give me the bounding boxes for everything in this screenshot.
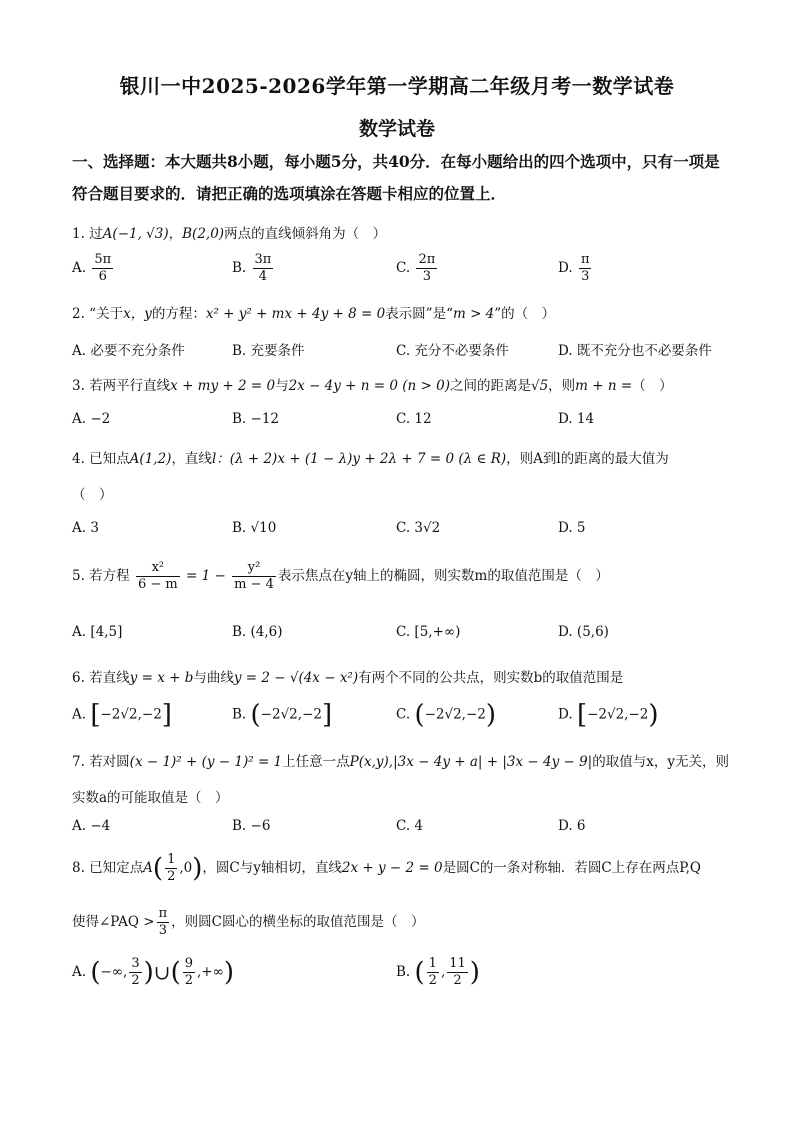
question-7-cont: 实数a的可能取值是（ ） [72, 790, 229, 806]
question-4: 4. 已知点A(1,2)，直线l：(λ + 2)x + (1 − λ)y + 2λ + 7 = 0 (λ ∈ R)，则A到l的距离的最大值为 [72, 451, 669, 467]
q3-option-b[interactable]: B. −12 [232, 411, 279, 427]
page-title: 银川一中2025-2026学年第一学期高二年级月考一数学试卷 [119, 74, 675, 98]
q7-option-d[interactable]: D. 6 [558, 818, 586, 834]
question-3: 3. 若两平行直线x + my + 2 = 0与2x − 4y + n = 0 (n > 0)之间的距离是√5，则m + n =（ ） [72, 378, 673, 394]
section-heading: 一、选择题：本大题共8小题，每小题5分，共40分．在每小题给出的四个选项中，只有一项是符合题目要求的．请把正确的选项填涂在答题卡相应的位置上． [72, 152, 720, 203]
q6-option-c[interactable]: C. (−2√2,−2) [396, 700, 497, 730]
q4-option-b[interactable]: B. √10 [232, 520, 277, 536]
q1-option-d[interactable]: D. $\frac{\pi}{3}$ [558, 252, 590, 284]
q1-option-b[interactable]: B. $\frac{3\pi}{4}$ [232, 252, 272, 284]
question-4-paren: （ ） [72, 487, 113, 503]
q8-option-b[interactable]: B. ( $\frac{1}{2}$ , $\frac{11}{2}$ ) [396, 956, 480, 988]
q1-option-a[interactable]: A. $\frac{5\pi}{6}$ [72, 252, 112, 284]
q4-option-a[interactable]: A. 3 [72, 520, 99, 536]
q3-option-d[interactable]: D. 14 [558, 411, 595, 427]
q4-option-c[interactable]: C. 3√2 [396, 520, 441, 536]
q2-option-c[interactable]: C. 充分不必要条件 [396, 343, 509, 359]
circle-equation: x² + y² + mx + 4y + 8 = 0 [205, 306, 386, 322]
q2-option-b[interactable]: B. 充要条件 [232, 343, 305, 359]
line-l: l：(λ + 2)x + (1 − λ)y + 2λ + 7 = 0 (λ ∈ R) [211, 451, 507, 467]
q7-option-b[interactable]: B. −6 [232, 818, 271, 834]
q7-option-a[interactable]: A. −4 [72, 818, 111, 834]
question-7: 7. 若对圆(x − 1)² + (y − 1)² = 1上任意一点P(x,y),|3x − 4y + a| + |3x − 4y − 9|的取值与x，y无关，则 [72, 754, 729, 770]
curve-equation: y = 2 − √(4x − x²) [233, 670, 359, 686]
question-2: 2. “关于x，y的方程：x² + y² + mx + 4y + 8 = 0表示圆”是“m > 4”的（ ） [72, 306, 556, 322]
question-8: 8. 已知定点A( $\frac{1}{2}$ ,0)，圆C与y轴相切，直线2x + y − 2 = 0是圆C的一条对称轴．若圆C上存在两点P,Q [72, 852, 701, 884]
q6-option-b[interactable]: B. (−2√2,−2] [232, 700, 333, 730]
q5-option-c[interactable]: C. [5,+∞) [396, 624, 461, 640]
q4-option-d[interactable]: D. 5 [558, 520, 586, 536]
question-6: 6. 若直线y = x + b与曲线y = 2 − √(4x − x²)有两个不同的公共点，则实数b的取值范围是 [72, 670, 624, 686]
question-1: 1. 过A(−1, √3)，B(2,0)两点的直线倾斜角为（ ） [72, 226, 387, 242]
q3-option-a[interactable]: A. −2 [72, 411, 111, 427]
q6-option-d[interactable]: D. [−2√2,−2) [558, 700, 659, 730]
point-a: A(−1, √3) [102, 226, 169, 242]
q5-option-b[interactable]: B. (4,6) [232, 624, 283, 640]
question-5: 5. 若方程 $\frac{\text{x²}}{6 - m}$ = 1 − $\frac{\text{y²}}{m - 4}$ 表示焦点在y轴上的椭圆，则实数m的取值范围是（ ） [72, 560, 609, 592]
q5-option-a[interactable]: A. [4,5] [72, 624, 123, 640]
q2-option-a[interactable]: A. 必要不充分条件 [72, 343, 185, 359]
q7-option-c[interactable]: C. 4 [396, 818, 424, 834]
q6-option-a[interactable]: A. [−2√2,−2] [72, 700, 172, 730]
q2-option-d[interactable]: D. 既不充分也不必要条件 [558, 343, 712, 359]
q5-option-d[interactable]: D. (5,6) [558, 624, 609, 640]
q3-option-c[interactable]: C. 12 [396, 411, 432, 427]
point-b: B(2,0) [182, 226, 225, 242]
question-8-cont: 使得∠PAQ > $\frac{\pi}{3}$ ，则圆C圆心的横坐标的取值范围是（ ） [72, 906, 425, 938]
page-subtitle: 数学试卷 [358, 118, 435, 140]
q1-option-c[interactable]: C. $\frac{2\pi}{3}$ [396, 252, 436, 284]
q8-option-a[interactable]: A. (−∞, $\frac{3}{2}$ )∪( $\frac{9}{2}$ ,+∞) [72, 956, 235, 988]
